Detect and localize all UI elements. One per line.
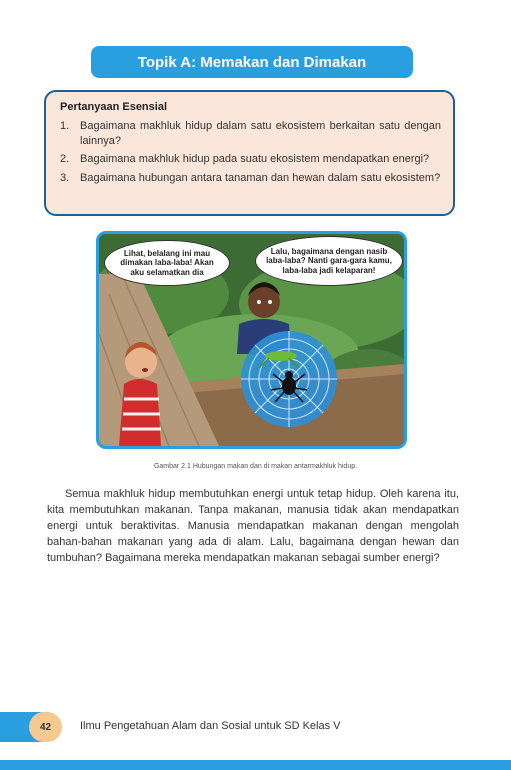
question-text: Bagaimana hubungan antara tanaman dan hewan dalam satu ekosistem? bbox=[80, 171, 441, 184]
question-item bbox=[60, 152, 441, 167]
topic-banner bbox=[91, 46, 413, 78]
topic-title: Topik A: Memakan dan Dimakan bbox=[137, 53, 367, 71]
body-paragraph: Semua makhluk hidup membutuhkan energi untuk tetap hidup. Oleh karena itu, kita membutuhkan makanan. Tanpa makanan, manusia tidak akan mendapatkan energi untuk beraktivitas. Manusia mendapatkan makanan dengan mengolah bahan-bahan makanan yang ada di alam. Lalu, bagaimana dengan hewan dan tumbuhan? Bagaimana mereka mendapatkan makanan sebagai sumber energi? bbox=[47, 488, 459, 564]
essential-questions-list bbox=[60, 119, 441, 185]
question-number: 2. bbox=[60, 153, 70, 165]
figure-caption: Gambar 2.1 Hubungan makan dan di makan antarmakhluk hidup. bbox=[153, 463, 358, 470]
page-number: 42 bbox=[39, 721, 52, 733]
essential-questions-title: Pertanyaan Esensial bbox=[60, 101, 168, 113]
essential-questions-box bbox=[44, 90, 455, 216]
question-number: 3. bbox=[60, 171, 70, 184]
speech-bubble-left: Lihat, belalang ini mau dimakan laba-laba! Akan aku selamatkan dia bbox=[104, 240, 230, 286]
page-number-badge bbox=[29, 712, 62, 742]
question-item bbox=[60, 171, 441, 186]
speech-bubble-right: Lalu, bagaimana dengan nasib laba-laba? Nanti gara-gara kamu, laba-laba jadi kelaparan! bbox=[255, 236, 403, 286]
question-text: Bagaimana makhluk hidup pada suatu ekosistem mendapatkan energi? bbox=[80, 153, 430, 165]
question-number: 1. bbox=[60, 120, 70, 132]
garden-illustration bbox=[96, 231, 407, 449]
book-title: Ilmu Pengetahuan Alam dan Sosial untuk SD Kelas V bbox=[80, 720, 341, 732]
question-item bbox=[60, 119, 441, 148]
question-text: Bagaimana makhluk hidup dalam satu ekosistem berkaitan satu dengan lainnya? bbox=[80, 120, 441, 147]
bottom-accent-line bbox=[0, 760, 511, 770]
